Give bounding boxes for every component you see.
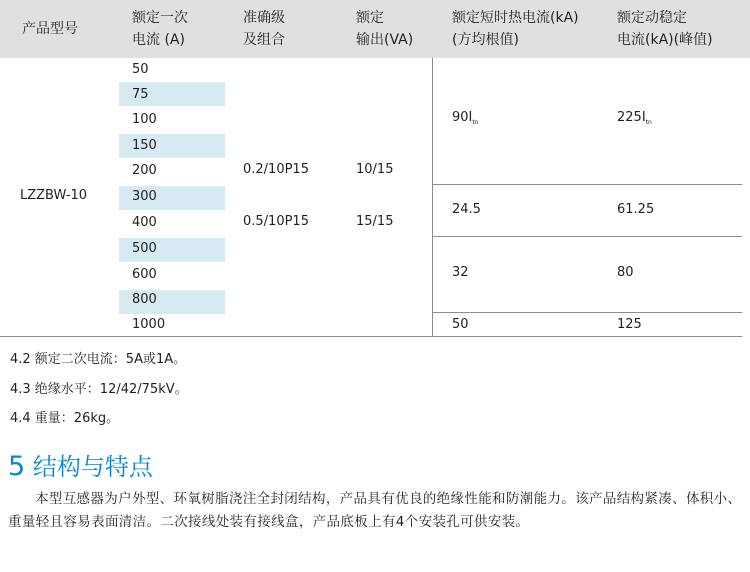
- current-cell: 75: [132, 87, 149, 102]
- current-cell: 400: [132, 215, 157, 230]
- header-accuracy: 准确级 及组合: [243, 10, 285, 48]
- accuracy-cell: 0.5/10P15: [243, 214, 309, 229]
- current-cell: 150: [132, 138, 157, 153]
- current-cell: 100: [132, 112, 157, 127]
- thermal-cell: $90I_{tn}$: [452, 110, 479, 126]
- dynamic-cell: 61.25: [617, 202, 655, 217]
- current-cell: 200: [132, 163, 157, 178]
- output-cell: 10/15: [356, 162, 394, 177]
- column-divider: [432, 58, 433, 336]
- row-divider: [432, 312, 742, 313]
- thermal-cell: 24.5: [452, 202, 481, 217]
- table-bottom-rule: [0, 336, 742, 337]
- thermal-cell: 50: [452, 317, 469, 332]
- section-number: 5: [8, 451, 26, 482]
- row-divider: [432, 184, 742, 185]
- current-cell: 800: [132, 292, 157, 307]
- current-cell: 500: [132, 241, 157, 256]
- row-divider: [432, 236, 742, 237]
- thermal-cell: 32: [452, 265, 469, 280]
- header-thermal-current: 额定短时热电流(kA) (方均根值): [452, 10, 579, 48]
- current-cell: 1000: [132, 317, 166, 332]
- current-cell: 300: [132, 189, 157, 204]
- note-insulation-level: 4.3 绝缘水平：12/42/75kV。: [10, 382, 188, 397]
- header-rated-primary-current: 额定一次 电流 (A): [132, 10, 188, 48]
- accuracy-cell: 0.2/10P15: [243, 162, 309, 177]
- section-title: 结构与特点: [32, 453, 153, 481]
- dynamic-cell: 125: [617, 317, 642, 332]
- table-header: [0, 0, 750, 58]
- section-paragraph: 本型互感器为户外型、环氧树脂浇注全封闭结构，产品具有优良的绝缘性能和防潮能力。该产品结构紧凑、体积小、重量轻且容易表面清洁。二次接线处装有接线盒，产品底板上有4个安装孔可供安装。: [8, 491, 742, 530]
- dynamic-cell: $225I_{tn}$: [617, 110, 652, 126]
- header-dynamic-current: 额定动稳定 电流(kA)(峰值): [617, 10, 713, 48]
- note-weight: 4.4 重量：26kg。: [10, 411, 120, 426]
- section-heading: [8, 452, 153, 482]
- dynamic-cell: 80: [617, 265, 634, 280]
- current-cell: 50: [132, 62, 149, 77]
- note-secondary-current: 4.2 额定二次电流：5A或1A。: [10, 352, 187, 367]
- header-model: 产品型号: [22, 21, 78, 37]
- current-cell: 600: [132, 267, 157, 282]
- output-cell: 15/15: [356, 214, 394, 229]
- model-cell: LZZBW-10: [20, 188, 88, 203]
- header-rated-output: 额定 输出(VA): [356, 10, 414, 48]
